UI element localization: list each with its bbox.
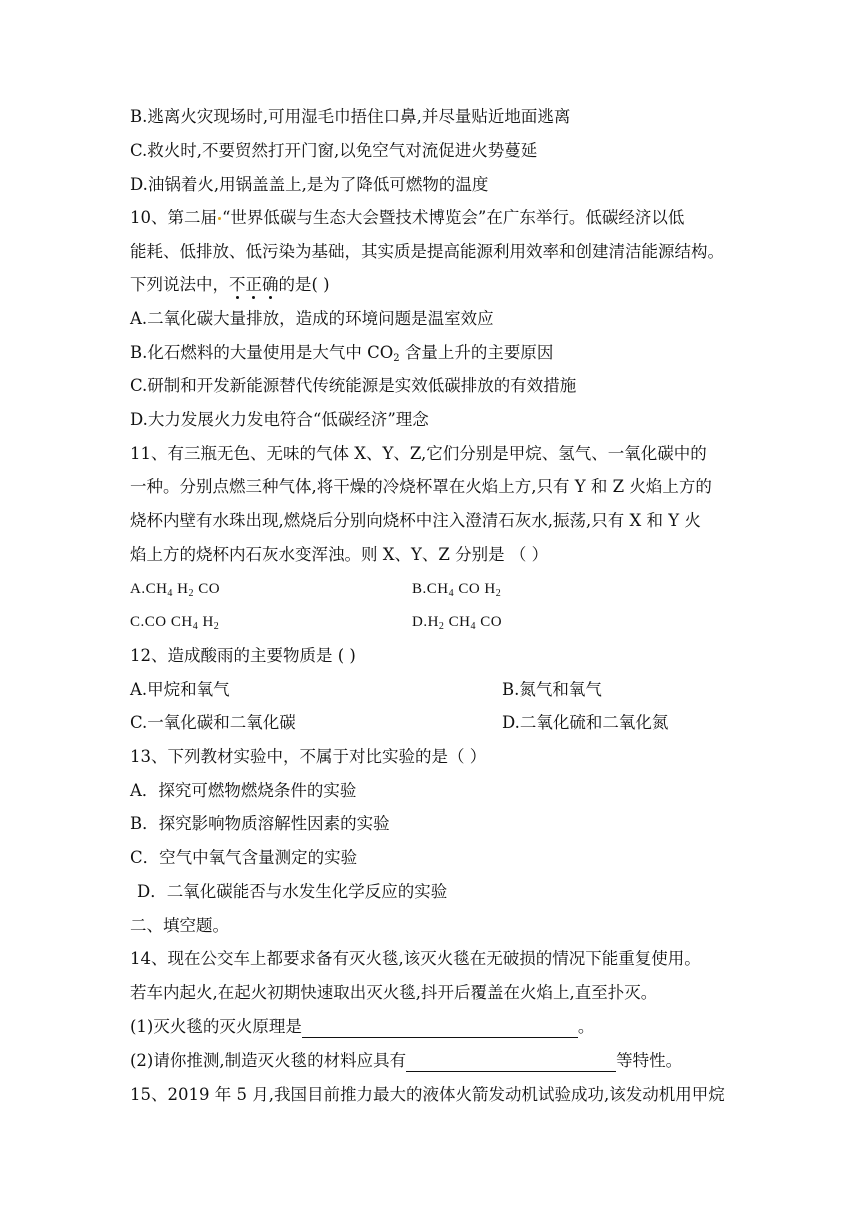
q14-part2 — [130, 1050, 682, 1072]
q13-stem: 13、下列教材实验中，不属于对比实验的是（ ） — [130, 747, 487, 766]
section-heading: 二、填空题。 — [130, 916, 229, 935]
q13-option-b: B．探究影响物质溶解性因素的实验 — [130, 814, 390, 833]
q14-part1 — [130, 1016, 594, 1038]
q11-stem-line2: 一种。分别点燃三种气体,将干燥的冷烧杯罩在火焰上方,只有 Y 和 Z 火焰上方的 — [130, 477, 712, 496]
marker-dot — [218, 217, 221, 220]
emphasis-char: 不 — [229, 275, 246, 294]
q12-options-row2 — [130, 712, 730, 734]
q9-option-d: D.油锅着火,用锅盖盖上,是为了降低可燃物的温度 — [130, 175, 489, 194]
q11-option-c: C.CO $CH_4$ $H_2$ — [130, 614, 220, 632]
q10-option-d: D.大力发展火力发电符合“低碳经济”理念 — [130, 410, 429, 429]
q10-stem-number: 10、第二届 — [130, 208, 217, 227]
q11-stem-line4: 焰上方的烧杯内石灰水变浑浊。则 X、Y、Z 分别是 （ ） — [130, 545, 549, 564]
q14-part1-end: 。 — [577, 1017, 595, 1036]
q12-option-a: A.甲烷和氧气 — [130, 680, 230, 699]
q10-stem-text: “世界低碳与生态大会暨技术博览会”在广东举行。低碳经济以低 — [222, 208, 685, 227]
q14-part2-text: (2)请你推测,制造灭火毯的材料应具有 — [130, 1051, 407, 1070]
q11-stem-line1: 11、有三瓶无色、无味的气体 X、Y、Z,它们分别是甲烷、氢气、一氧化碳中的 — [130, 444, 707, 463]
q11-stem-line3: 烧杯内壁有水珠出现,燃烧后分别向烧杯中注入澄清石灰水,振荡,只有 X 和 Y 火 — [130, 511, 701, 530]
q12-option-c: C.一氧化碳和二氧化碳 — [130, 713, 296, 732]
q10-stem-post: 的是( ) — [278, 275, 330, 294]
answer-blank[interactable] — [406, 1053, 616, 1072]
q9-option-b: B.逃离火灾现场时,可用湿毛巾捂住口鼻,并尽量贴近地面逃离 — [130, 107, 571, 126]
q10-option-c: C.研制和开发新能源替代传统能源是实效低碳排放的有效措施 — [130, 376, 577, 395]
q10-stem-pre: 下列说法中， — [130, 275, 229, 294]
q10-stem-line3 — [130, 274, 330, 296]
q13-option-a: A．探究可燃物燃烧条件的实验 — [130, 781, 357, 800]
subscript: 2 — [393, 353, 400, 364]
q12-option-b: B.氮气和氧气 — [502, 680, 602, 699]
q12-option-d: D.二氧化硫和二氧化氮 — [502, 713, 669, 732]
q14-part1-text: (1)灭火毯的灭火原理是 — [130, 1017, 302, 1036]
q9-option-c: C.救火时,不要贸然打开门窗,以免空气对流促进火势蔓延 — [130, 141, 538, 160]
answer-blank[interactable] — [302, 1019, 578, 1038]
emphasis-char: 确 — [262, 275, 279, 294]
q11-options-row1 — [130, 578, 730, 605]
q11-options-row2 — [130, 611, 730, 638]
emphasis-char: 正 — [245, 275, 262, 294]
q10-stem-line2: 能耗、低排放、低污染为基础，其实质是提高能源利用效率和创建清洁能源结构。 — [130, 242, 724, 261]
q14-stem-line2: 若车内起火,在起火初期快速取出灭火毯,抖开后覆盖在火焰上,直至扑灭。 — [130, 983, 658, 1002]
q13-option-d: D．二氧化碳能否与水发生化学反应的实验 — [137, 882, 448, 901]
q11-option-a: $A.CH_4$ $H_2$ CO — [130, 581, 221, 599]
q13-option-c: C．空气中氧气含量测定的实验 — [130, 848, 358, 867]
q11-option-d: $D.H_2$ $CH_4$ CO — [412, 614, 503, 632]
q10-option-b-pre: B.化石燃料的大量使用是大气中 CO — [130, 343, 394, 362]
q10-option-b-post: 含量上升的主要原因 — [399, 343, 554, 362]
q14-part2-end: 等特性。 — [616, 1051, 683, 1070]
q10-option-b — [130, 342, 553, 370]
q15-stem-line1: 15、2019 年 5 月,我国目前推力最大的液体火箭发动机试验成功,该发动机用甲烷 — [130, 1085, 725, 1104]
q12-stem: 12、造成酸雨的主要物质是 ( ) — [130, 646, 356, 665]
q11-option-b: $B.CH_4$ CO $H_2$ — [412, 581, 502, 599]
q14-stem-line1: 14、现在公交车上都要求备有灭火毯,该灭火毯在无破损的情况下能重复使用。 — [130, 949, 701, 968]
q12-options-row1 — [130, 679, 730, 701]
q10-stem-line1 — [130, 207, 684, 229]
q10-option-a: A.二氧化碳大量排放，造成的环境问题是温室效应 — [130, 309, 494, 328]
